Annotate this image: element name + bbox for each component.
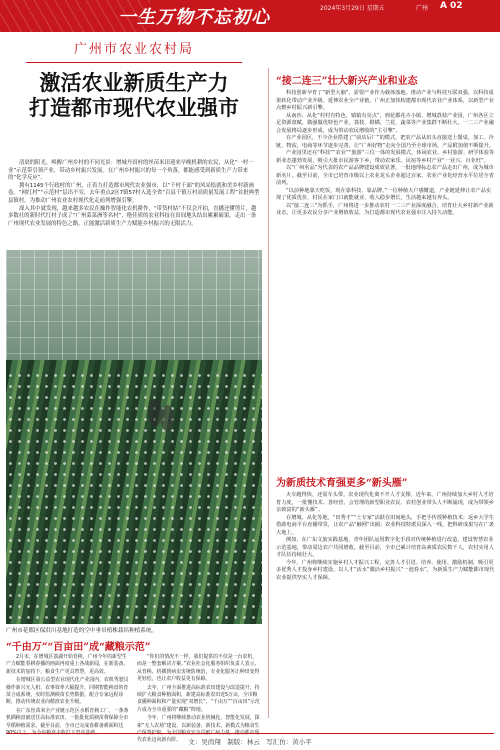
page-number: 02 (449, 1, 463, 11)
body-paragraph: 火车跑得快，还需车头带。农业现代化离不开人才支撑。近年来，广州持续加大乡村人才培育力度，一批懂技术、善经营、会管理的新型职业农民、农村创业带头人不断涌现，成为带领乡亲致富的“新头雁”。 (276, 492, 494, 513)
photo-caption: 广州市花都区保洪川基地打造的空中垂吊植株栽培种植系统。 (6, 628, 158, 634)
subhead-left: “千由万”“百亩田”成“藏粮示范” (6, 642, 151, 653)
subcolumn-a (6, 654, 130, 738)
banner-slogan: 一生万物不忘初心 (118, 7, 270, 28)
body-paragraph: 以“广州名品”为代表的农产品品牌建设成效显著，一批地理标志农产品走出广州，成为城市新名片。截至目前，全市已培育市级以上农业龙头企业超过百家，农业产业化经营水平位居全省前列。 (276, 165, 494, 186)
body-paragraph: “你们的情况不一样，我们提供的不仅是一台农机，而是一整套解决方案。”农业社会化服务组织负责人表示，从育秧、机插到病虫害统防统治，专业化服务让种田变得更轻松，也让农户收益更有保障。 (137, 654, 260, 683)
body-paragraph: 今年，广州将继续推动农业机械化、智能化发展，探索“无人农场”建设，以新装备、新技术、新模式为粮食生 代农业迈向新台阶。 (137, 715, 260, 744)
body-paragraph: 在产业园区，不少企业搭建了“前店后厂”的模式，把农产品从田头直接送上餐桌。加工、冷链、物流、电商等环节逐步完善，让“广州好物”走向全国乃至全球市场，产品附加值不断提升。 (276, 135, 495, 149)
subhead-right-2: 为新质技术育强更多“新头雁” (276, 478, 408, 489)
body-paragraph: 例如，在广东文旅实践基地，青年团队运用数字化手段对传统种植进行改造，建设智慧农业示范基地，带动周边农户共同增收。截至目前，全市已累计培育高素质农民数千人，农村实用人才队伍持续壮大。 (276, 537, 494, 558)
workers (146, 400, 176, 460)
greenhouse-photo (6, 250, 262, 624)
lead-paragraph: 清晨的阳光，唤醒广州乡村的不同光景：增城丹田村的丝苗米田迎来早晚机耕的农民，从化“一村一业”示范带引领产业，带动乡村振兴发展。在广州乡村振兴的每一个角落，都能感受到新质生产力带来的“化学反应”。 (8, 160, 254, 182)
body-paragraph: 以“接二连三”为抓手，广州将进一步推动农村一二三产业深度融合，培育壮大乡村新产业新业态，让更多农民分享产业增值收益，为打造都市现代农业强市注入持久动能。 (276, 202, 494, 216)
lead-paragraphs (8, 160, 260, 228)
headline-line-2: 打造都市现代农业强市 (29, 95, 239, 120)
body-paragraph: 从南沙、从化“村村有特色、镇镇有亮点”，到花都花卉小镇、增城荔枝产业园，广州各区立足资源禀赋，做强做优特色产业。荔枝、柑橘、兰花、蔬菜等产业集群不断壮大，一二三产业融合发展格局逐步形成，成为带动农民增收的“主引擎”。 (276, 112, 494, 134)
footer-rule (6, 733, 494, 734)
headline-line-1: 激活农业新质生产力 (39, 70, 229, 95)
column-divider (268, 68, 269, 718)
right-body-2 (276, 492, 496, 582)
body-paragraph: 今年，广州将继续实施乡村人才振兴工程，完善人才引进、培养、使用、激励机制，吸引更多优秀人才投身乡村建设，以人才“活水”激活乡村振兴“一池春水”，为新质生产力赋能都市现代农业提供坚实人才保障。 (276, 559, 495, 581)
hanging-flowers (6, 370, 262, 624)
body-paragraph: 产业园里还在“科技”“农业”“旅游”三位一体的发展模式，休闲农业、乡村旅游、研学体验等新业态蓬勃发展，吸引大批市民游客下乡，带动农家乐、民宿等乡村产业“一业兴、百业旺”。 (276, 150, 495, 164)
body-paragraph: 2月末，在增城区荔湖开始育秧，广州今年的新型生产力赋能春耕春播的画面再度重上各战新闻，在新装备、新技术的加持下，粮食生产更具智慧，更高效。 (6, 654, 129, 675)
page-footer (0, 733, 500, 750)
body-paragraph: 科技创新孕育了“新型大脑”，需要产业作为载体落地。推动产业与科技互联双强，以科技成果转化带动产业升级、延伸农业全产业链，广州正加快构建都市现代农业产业体系，以新型产业点燃乡村振兴新引擎。 (276, 90, 494, 111)
lead-paragraph: 拥有1145个行政村的广州，正着力打造都市现代农业强市，以“千村千面”的风采绘就和美乡村新画卷。“网红村”“示范村”层出不穷，去年重点2区7镇57村入选全省“百县千镇万村高质量发展工程”首批典型县镇村，为推动广州农业农村现代化走前列增强引擎。 (8, 182, 260, 204)
footer-credits: 文：吴茵翔 制版：林云 写汇仿：黄小平 (188, 738, 312, 746)
subhead-right-1: “接二连三”壮大新兴产业和业态 (276, 76, 418, 87)
section-name: 广州 (416, 5, 429, 12)
page-letter: A (440, 1, 447, 11)
issue-date: 2024年3月29日 星期五 (320, 5, 385, 12)
headline (6, 70, 262, 120)
greenhouse-roof (6, 250, 262, 370)
masthead-banner (0, 0, 500, 32)
page-code (440, 1, 463, 11)
body-paragraph: 去年，广州全面推进高标准农田建设与改造提升，持续扩大粮食种植面积，新建高标准农田近5万亩，全市粮食播种面积和产量实现“双增长”，“千由万”“百亩田”示范片成为全市重要的“藏粮”阵地。 (137, 684, 260, 713)
body-paragraph: 在增城区第公益型农业现代化产业园内，农机驾驶员操作新兴无人机，农事效率大幅提升。同期智能秧盘的育苗合成系统，实时监测秧苗长势数据，配合专家远程诊断，推动传统农业向精准农业升级。 (6, 677, 129, 706)
kicker-rule (26, 62, 242, 63)
body-paragraph: 在增城、从化等地，“田秀才”“土专家”活跃在田间地头，手把手传授种植技术；返乡大学生借助电商平台直播带货，让农产品“触网”出圈；农业科技特派员深入一线，把科研成果写在广袤大地上。 (276, 514, 495, 536)
body-paragraph: “以前种地靠天吃饭，现在靠科技、靠品牌。”一位种植大户感慨道，产业链延伸让农产品实现了优质优价，村民在家门口就能就业，收入稳步增长，生活越来越有奔头。 (276, 187, 492, 201)
kicker: 广州市农业农村局 (73, 42, 194, 57)
lead-paragraph: 深入其中就发现，越来越多农民在操作智能化农机耕作，“带货村姑”不仅会开拍，直播还懂剪片，越多数社的新时代红村子成了“广州菜菜洲等名村”，绝佳质的农业科技在田间地头结出累累硕果，走出一条广州现代农业发展的特色之路，正能激活新质生产力赋能乡村振兴的无限活力。 (8, 205, 257, 227)
body-paragraph: 在广东丝苗米全产业链示范区水稻育秧工厂，一条条机插秧盘被送往高标准农田，一批批优质秧苗将保障全市早稻种植需求。截至目前，全市已完成春耕备耕面积达 (6, 707, 129, 729)
right-body-1 (276, 90, 496, 218)
